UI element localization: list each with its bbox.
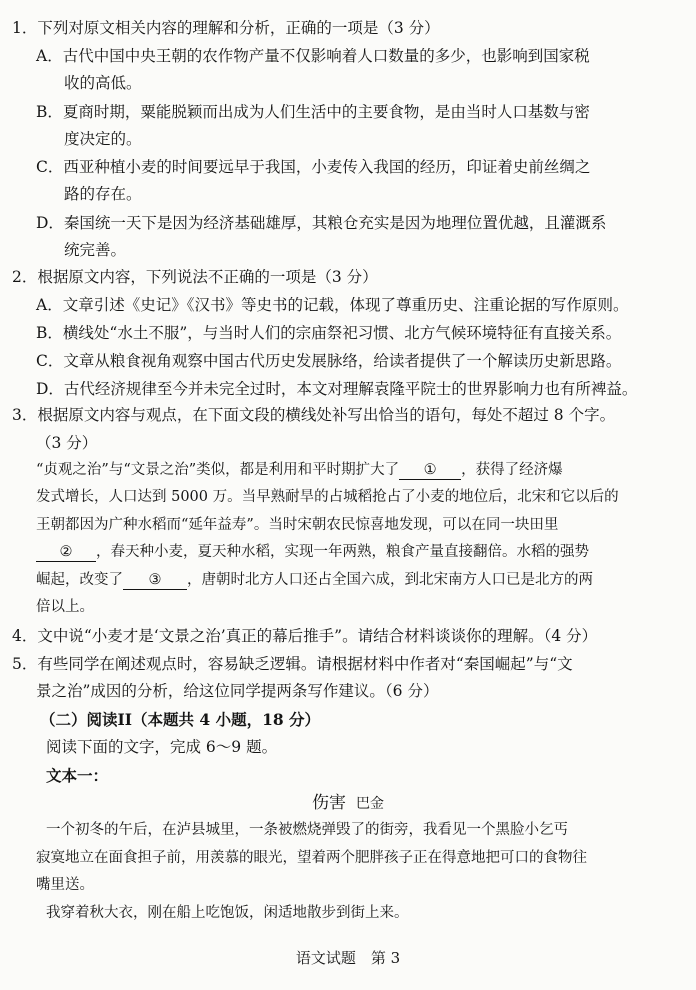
- story-title-line: [0, 793, 696, 814]
- text-one-label: 文本一：: [46, 766, 109, 785]
- q2-option-b: B．横线处“水土不服”，与当时人们的宗庙祭祀习惯、北方气候环境特征有直接关系。: [36, 324, 622, 342]
- q3-passage-line6: 倍以上。: [36, 599, 94, 615]
- question-1-stem: [12, 19, 682, 38]
- q1-option-a-line2: 收的高低。: [64, 74, 142, 92]
- q2-option-a: A．文章引述《史记》《汉书》等史书的记载，体现了尊重历史、注重论据的写作原则。: [36, 296, 629, 314]
- question-text: 有些同学在阐述观点时，容易缺乏逻辑。请根据材料中作者对“秦国崛起”与“文: [37, 655, 573, 673]
- story-para1-line1: 一个初冬的午后，在泸县城里，一条被燃烧弹毁了的街旁，我看见一个黑脸小乞丐: [46, 822, 568, 838]
- q2-option-d: D．古代经济规律至今并未完全过时，本文对理解袁隆平院士的世界影响力也有所裨益。: [36, 380, 638, 398]
- q3-passage-line2: 发式增长，人口达到 5000 万。当早熟耐旱的占城稻抢占了小麦的地位后，北宋和它以后的: [36, 489, 619, 505]
- question-3-score: （3 分）: [36, 434, 98, 452]
- q2-option-c: C．文章从粮食视角观察中国古代历史发展脉络，给读者提供了一个解读历史新思路。: [36, 352, 622, 370]
- passage-text: ，获得了经济爆: [461, 462, 563, 478]
- answer-blank-3[interactable]: ③: [123, 573, 187, 590]
- question-2-stem: [12, 268, 682, 287]
- story-para2: 我穿着秋大衣，刚在船上吃饱饭，闲适地散步到街上来。: [46, 905, 409, 921]
- q1-option-c-line1: C．西亚种植小麦的时间要远早于我国，小麦传入我国的经历，印证着史前丝绸之: [36, 158, 591, 176]
- q3-passage-line3: 王朝都因为广种水稻而“延年益寿”。当时宋朝农民惊喜地发现，可以在同一块田里: [36, 517, 559, 533]
- q1-option-b-line1: B．夏商时期，粟能脱颖而出成为人们生活中的主要食物，是由当时人口基数与密: [36, 103, 590, 121]
- answer-blank-1[interactable]: ①: [399, 463, 461, 480]
- story-para1-line2: 寂寞地立在面食担子前，用羡慕的眼光，望着两个肥胖孩子正在得意地把可口的食物往: [36, 850, 587, 866]
- passage-text: 崛起，改变了: [36, 572, 123, 588]
- story-author: 巴金: [356, 796, 384, 812]
- q1-option-a-line1: A．古代中国中央王朝的农作物产量不仅影响着人口数量的多少，也影响到国家税: [36, 47, 590, 65]
- question-number: 3．: [12, 406, 38, 424]
- q1-option-d-line1: D．秦国统一天下是因为经济基础雄厚，其粮仓充实是因为地理位置优越，且灌溉系: [36, 214, 607, 232]
- q3-passage-line1: [36, 461, 670, 480]
- question-text: 下列对原文相关内容的理解和分析，正确的一项是（3 分）: [37, 19, 440, 37]
- page-footer: 语文试题 第 3: [295, 949, 401, 967]
- passage-text: “贞观之治”与“文景之治”类似，都是利用和平时期扩大了: [36, 462, 400, 478]
- question-number: 2．: [12, 268, 38, 286]
- q3-passage-line4: [36, 543, 670, 562]
- section-heading: （二）阅读II（本题共 4 小题，18 分）: [40, 710, 321, 729]
- story-title: 伤害: [312, 793, 346, 813]
- passage-text: ，春天种小麦，夏天种水稻，实现一年两熟，粮食产量直接翻倍。水稻的强势: [96, 544, 589, 560]
- q3-passage-line5: [36, 571, 670, 590]
- question-text: 根据原文内容，下列说法不正确的一项是（3 分）: [37, 268, 378, 286]
- question-number: 1．: [12, 19, 38, 37]
- question-text: 根据原文内容与观点，在下面文段的横线处补写出恰当的语句，每处不超过 8 个字。: [37, 406, 616, 424]
- question-5-line1: [12, 655, 682, 674]
- passage-text: ，唐朝时北方人口还占全国六成，到北宋南方人口已是北方的两: [187, 572, 593, 588]
- q1-option-c-line2: 路的存在。: [64, 185, 142, 203]
- question-5-line2: 景之治”成因的分析，给这位同学提两条写作建议。（6 分）: [36, 682, 439, 700]
- question-3-stem: [12, 406, 682, 425]
- question-4: [12, 627, 682, 646]
- answer-blank-2[interactable]: ②: [36, 545, 96, 562]
- q1-option-d-line2: 统完善。: [64, 241, 127, 259]
- question-text: 文中说“小麦才是‘文景之治’真正的幕后推手”。请结合材料谈谈你的理解。（4 分）: [37, 627, 598, 645]
- q1-option-b-line2: 度决定的。: [64, 130, 142, 148]
- story-para1-line3: 嘴里送。: [36, 877, 94, 893]
- question-number: 5．: [12, 655, 38, 673]
- section-instruction: 阅读下面的文字，完成 6～9 题。: [46, 738, 278, 756]
- question-number: 4．: [12, 627, 38, 645]
